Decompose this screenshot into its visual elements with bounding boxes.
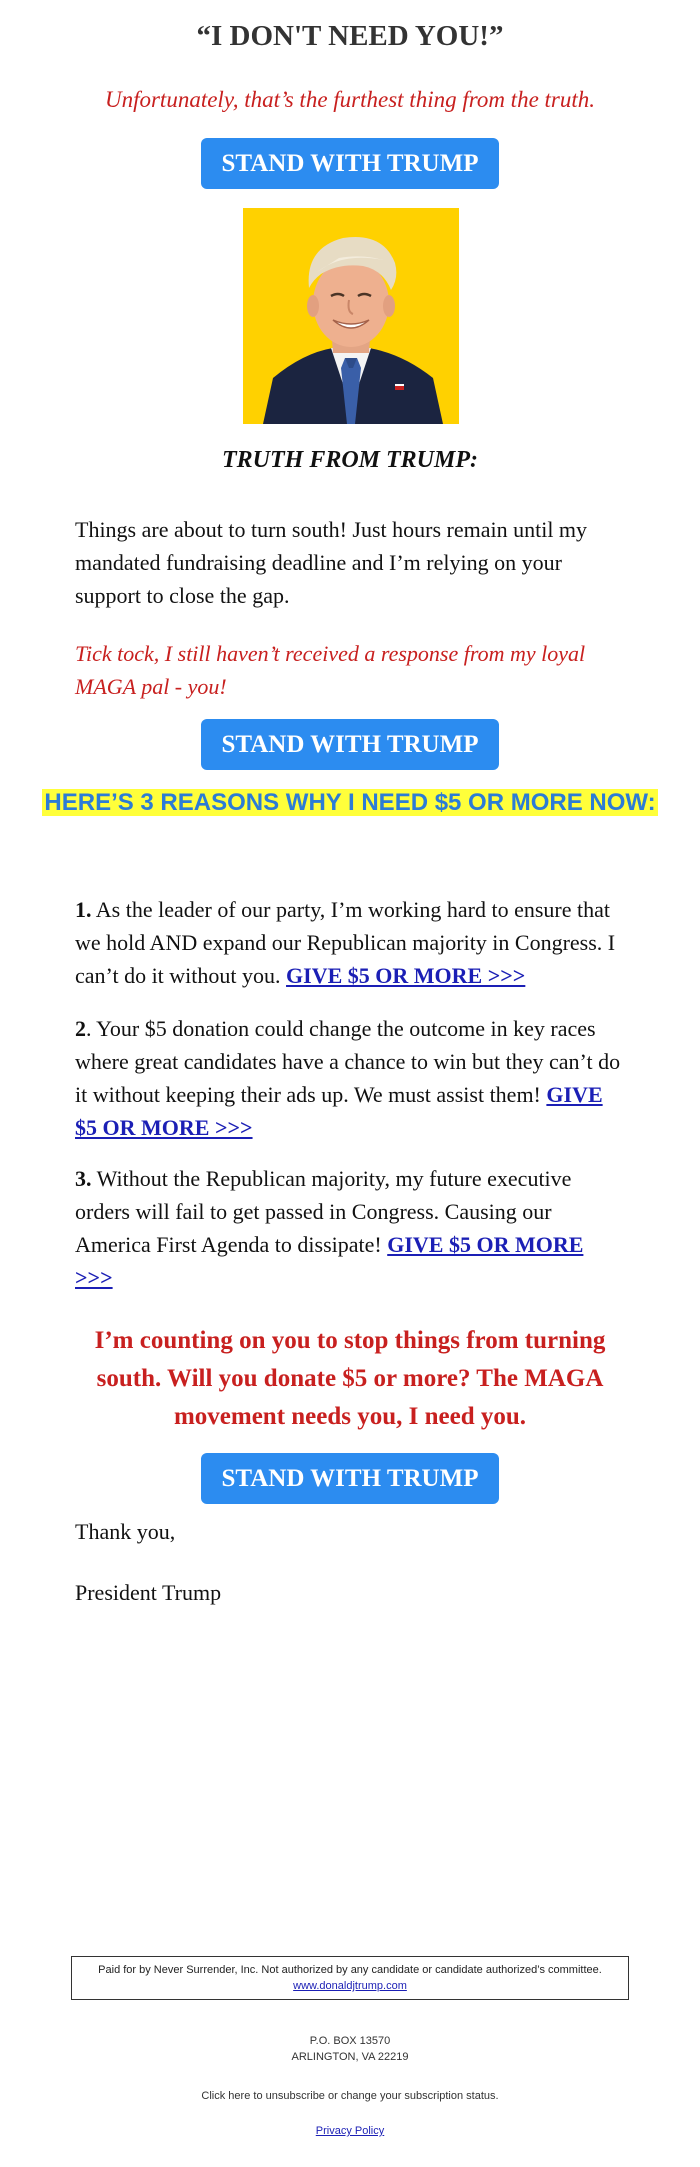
- headline: “I DON'T NEED YOU!”: [196, 20, 504, 52]
- trump-portrait-photo: [243, 208, 459, 424]
- give-link[interactable]: GIVE $5 OR MORE >>>: [75, 1082, 603, 1140]
- disclaimer-text: Paid for by Never Surrender, Inc. Not authorized by any candidate or candidate authorized’s committee.: [98, 1964, 602, 1976]
- paid-for-disclaimer: [71, 1956, 629, 2000]
- address-line-2: ARLINGTON, VA 22219: [291, 2051, 409, 2063]
- intro-paragraph: Things are about to turn south! Just hours remain until my mandated fundraising deadline and I’m relying on your support to close the gap.: [75, 517, 588, 608]
- give-link[interactable]: GIVE $5 OR MORE >>>: [75, 1232, 584, 1290]
- reason-number: 1.: [75, 897, 92, 922]
- privacy-policy-link[interactable]: Privacy Policy: [315, 2125, 385, 2137]
- subheadline: Unfortunately, that’s the furthest thing from the truth.: [104, 87, 596, 112]
- reason-item-1: [75, 893, 625, 992]
- reason-text: As the leader of our party, I’m working hard to ensure that we hold AND expand our Republican majority in Congress. I can’t do it without you.: [75, 897, 616, 988]
- reason-number: 2: [75, 1016, 86, 1041]
- address-line-1: P.O. BOX 13570: [309, 2035, 391, 2047]
- signature: President Trump: [75, 1580, 222, 1605]
- give-link[interactable]: GIVE $5 OR MORE >>>: [286, 963, 526, 988]
- closing-text: Thank you,: [75, 1519, 176, 1544]
- reason-text: Without the Republican majority, my future executive orders will fail to get passed in Congress. Causing our America First Agenda to dissipate!: [75, 1166, 572, 1257]
- stand-with-trump-button[interactable]: STAND WITH TRUMP: [201, 138, 499, 189]
- reason-item-3: [75, 1162, 625, 1294]
- mailing-address: [0, 2033, 700, 2065]
- portrait-illustration: [243, 208, 459, 424]
- website-link[interactable]: www.donaldjtrump.com: [293, 1980, 407, 1992]
- privacy-policy: [0, 2123, 700, 2139]
- stand-with-trump-button[interactable]: STAND WITH TRUMP: [201, 1453, 499, 1504]
- truth-heading: TRUTH FROM TRUMP:: [221, 447, 478, 473]
- reason-number: 3.: [75, 1166, 92, 1191]
- reason-text: . Your $5 donation could change the outcome in key races where great candidates have a chance to win but they can’t do it without keeping their ads up. We must assist them!: [75, 1016, 621, 1107]
- unsubscribe-link[interactable]: Click here to unsubscribe or change your subscription status.: [201, 2090, 499, 2102]
- reasons-heading: [0, 783, 700, 823]
- tick-tock-paragraph: Tick tock, I still haven’t received a response from my loyal MAGA pal - you!: [75, 641, 586, 699]
- stand-with-trump-button[interactable]: STAND WITH TRUMP: [201, 719, 499, 770]
- donation-callout: I’m counting on you to stop things from turning south. Will you donate $5 or more? The MAGA movement needs you, I need you.: [94, 1327, 606, 1430]
- reasons-heading-text: HERE’S 3 REASONS WHY I NEED $5 OR MORE NOW:: [44, 789, 656, 816]
- reason-item-2: [75, 1012, 625, 1144]
